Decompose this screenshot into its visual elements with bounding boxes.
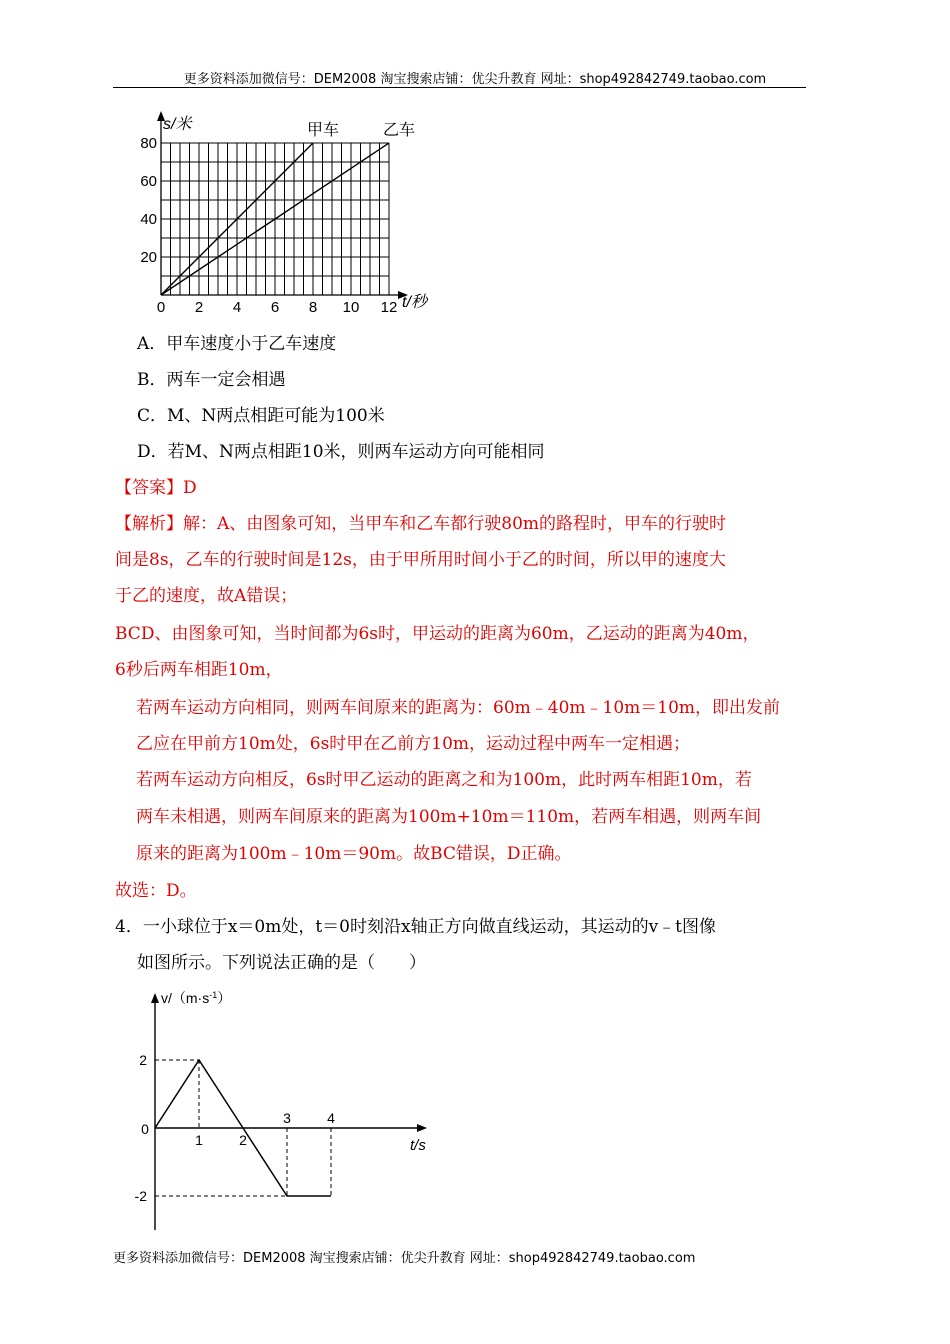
analysis-label: 【解析】	[115, 514, 183, 534]
y-axis-label: s/米	[163, 116, 192, 133]
y-tick-label: -2	[134, 1188, 147, 1204]
option-d: D．若M、N两点相距10米，则两车运动方向可能相同	[137, 442, 545, 462]
q4-stem-2: 如图所示。下列说法正确的是（ ）	[137, 953, 426, 973]
header-rule	[113, 87, 806, 88]
y-axis-label-sup: -1	[209, 990, 218, 1000]
x-axis-arrow	[417, 1124, 427, 1132]
x-tick-label: 0	[156, 299, 166, 316]
option-c: C．M、N两点相距可能为100米	[137, 406, 385, 426]
analysis-line-6: 若两车运动方向相同，则两车间原来的距离为：60m﹣40m﹣10m＝10m，即出发前	[136, 698, 781, 718]
q4-stem-1: 4．一小球位于x＝0m处，t＝0时刻沿x轴正方向做直线运动，其运动的v﹣t图像	[115, 917, 717, 937]
x-tick-label: 4	[232, 299, 242, 316]
series-label: 乙车	[382, 122, 416, 139]
y-tick-label: 80	[140, 135, 157, 152]
analysis-line-3: 于乙的速度，故A错误；	[115, 586, 298, 606]
y-axis-arrow	[151, 993, 159, 1003]
option-b: B．两车一定会相遇	[137, 370, 286, 390]
answer-label: 【答案】	[115, 478, 183, 498]
y-axis-label: $v/(m\cdot s^{-1})$	[161, 990, 232, 1006]
x-tick-label: 0	[141, 1121, 149, 1137]
x-tick-label: 6	[270, 299, 280, 316]
analysis-line-10: 原来的距离为100m﹣10m＝90m。故BC错误，D正确。	[136, 844, 572, 864]
analysis-line-2: 间是8s，乙车的行驶时间是12s，由于甲所用时间小于乙的时间，所以甲的速度大	[115, 550, 726, 570]
x-tick-label: 2	[239, 1132, 247, 1148]
y-axis-label-close: ）	[217, 990, 232, 1006]
analysis-line-11: 故选：D。	[115, 881, 197, 901]
answer-line	[115, 477, 197, 499]
y-tick-label: 40	[140, 211, 157, 228]
x-tick-label: 12	[380, 299, 398, 316]
vt-chart	[125, 985, 445, 1235]
series-label: 甲车	[306, 122, 340, 139]
page-header: 更多资料添加微信号：DEM2008 淘宝搜索店铺：优尖升教育 网址：shop492842749.taobao.com	[183, 72, 767, 87]
answer-value: D	[183, 478, 197, 498]
analysis-line-5: 6秒后两车相距10m，	[115, 660, 283, 680]
analysis-line-4: BCD、由图象可知，当时间都为6s时，甲运动的距离为60m，乙运动的距离为40m，	[115, 624, 760, 644]
st-chart	[130, 105, 440, 320]
x-tick-label: 1	[195, 1132, 203, 1148]
y-tick-label: 60	[140, 173, 157, 190]
x-tick-label: 8	[308, 299, 318, 316]
analysis-line-9: 两车未相遇，则两车间原来的距离为100m+10m＝110m，若两车相遇，则两车间	[136, 807, 762, 827]
x-axis-label: t/s	[410, 1137, 426, 1154]
x-tick-label: 2	[194, 299, 204, 316]
analysis-line-8: 若两车运动方向相反，6s时甲乙运动的距离之和为100m，此时两车相距10m，若	[136, 770, 752, 790]
analysis-line-1: 【解析】解：A、由图象可知，当甲车和乙车都行驶80m的路程时，甲车的行驶时	[115, 514, 727, 534]
x-tick-label: 4	[327, 1110, 335, 1126]
analysis-line-7: 乙应在甲前方10m处，6s时甲在乙前方10m，运动过程中两车一定相遇；	[136, 734, 691, 754]
y-tick-label: 2	[139, 1052, 147, 1068]
option-a: A．甲车速度小于乙车速度	[137, 334, 337, 354]
page-footer: 更多资料添加微信号：DEM2008 淘宝搜索店铺：优尖升教育 网址：shop492842749.taobao.com	[113, 1251, 696, 1266]
x-tick-label: 10	[342, 299, 360, 316]
x-axis-label: t/秒	[402, 294, 427, 311]
y-tick-label: 20	[140, 249, 157, 266]
x-tick-label: 3	[283, 1110, 291, 1126]
